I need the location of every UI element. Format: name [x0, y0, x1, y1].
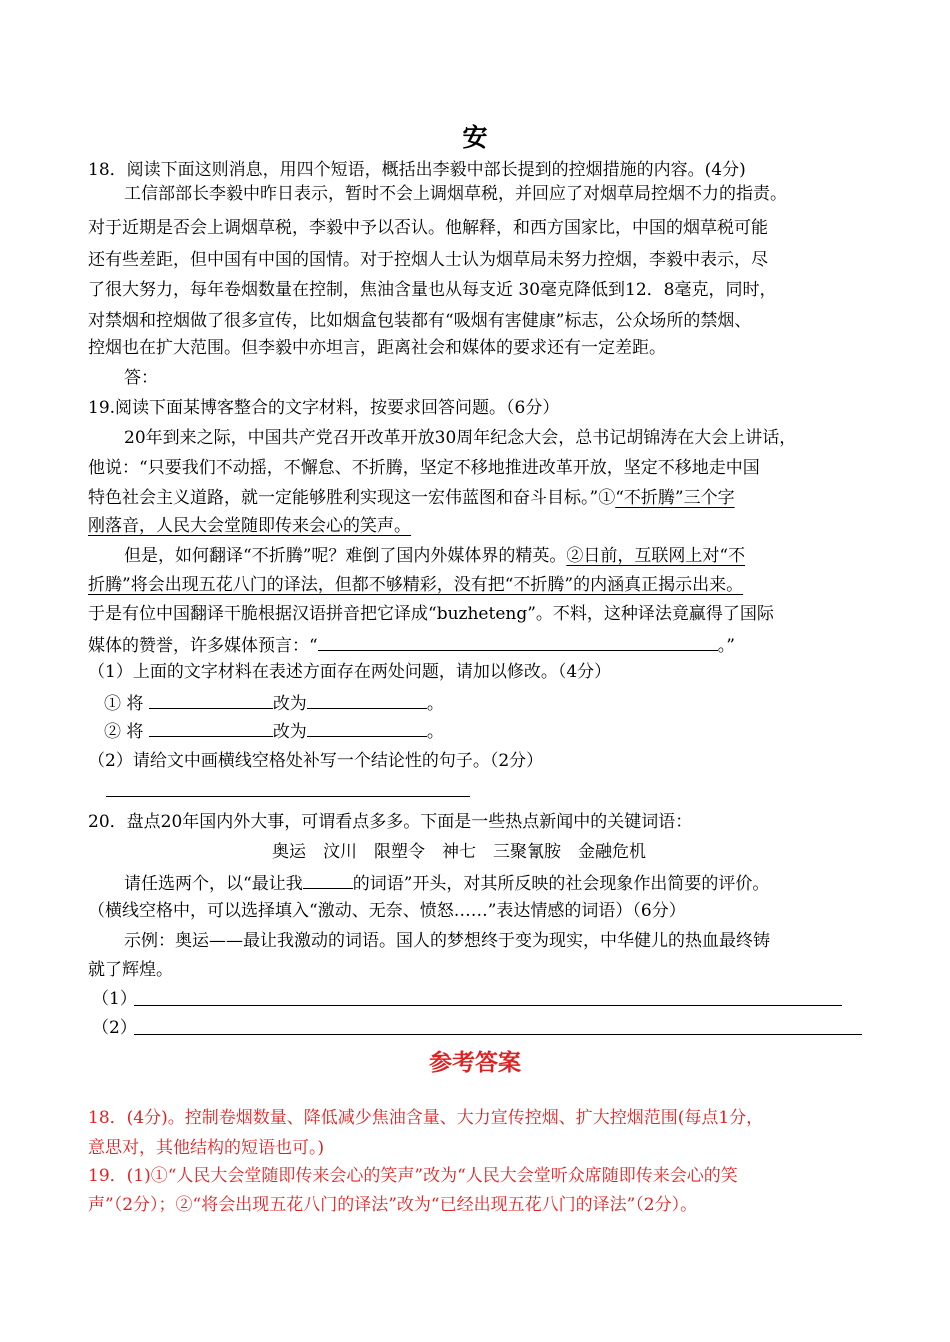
- q18-line-1: 工信部部长李毅中昨日表示，暂时不会上调烟草税，并回应了对烟草局控烟不力的指责。: [124, 184, 787, 204]
- answers-title: 参考答案: [429, 1049, 521, 1076]
- q20-answer-line-1[interactable]: [134, 1005, 842, 1006]
- q20-blank1-label: （1）: [92, 989, 137, 1009]
- q19-sub1-item-a-pre: ① 将: [104, 694, 144, 714]
- q19-para2-line1: [124, 546, 745, 566]
- q19-stem: 19.阅读下面某博客整合的文字材料，按要求回答问题。（6分）: [88, 398, 560, 418]
- answer-19-line1: 19．(1)①“人民大会堂随即传来会心的笑声”改为“人民大会堂听众席随即传来会心的笑: [88, 1166, 738, 1186]
- q20-answer-line-2[interactable]: [134, 1034, 862, 1035]
- q19-para1-line2: 他说：“只要我们不动摇，不懈怠、不折腾，坚定不移地推进改革开放，坚定不移地走中国: [88, 458, 760, 478]
- q19-para2-line4-end: 。”: [717, 636, 735, 656]
- q19-sub1-a-revised-blank[interactable]: [307, 692, 427, 709]
- q19-para2-line4: [88, 634, 735, 656]
- q19-para1-line1: 20年到来之际，中国共产党召开改革开放30周年纪念大会，总书记胡锦涛在大会上讲话，: [124, 428, 797, 448]
- q18-line-3: 还有些差距，但中国有中国的国情。对于控烟人士认为烟草局未努力控烟，李毅中表示，尽: [88, 250, 768, 270]
- q19-sub1-item-b: [104, 720, 444, 742]
- q18-line-2: 对于近期是否会上调烟草税，李毅中予以否认。他解释，和西方国家比，中国的烟草税可能: [88, 218, 768, 238]
- q19-para1-line3-text: 特色社会主义道路，就一定能够胜利实现这一宏伟蓝图和奋斗目标。”①: [88, 488, 616, 508]
- q20-blank2-label: （2）: [92, 1018, 137, 1038]
- q20-instruction-pre: 请任选两个，以“最让我: [124, 874, 303, 894]
- q19-sub1-item-b-pre: ② 将: [104, 722, 144, 742]
- q19-para2-line3: 于是有位中国翻译干脆根据汉语拼音把它译成“buzheteng”。不料，这种译法竟赢得了国际: [88, 604, 774, 624]
- q18-line-4: 了很大努力，每年卷烟数量在控制，焦油含量也从每支近 30毫克降低到12．8毫克，同时，: [88, 280, 777, 300]
- q19-underlined-sentence-1a: “不折腾”三个字: [615, 488, 735, 508]
- q20-example-line2: 就了辉煌。: [88, 960, 173, 980]
- q19-conclusion-blank[interactable]: [318, 634, 718, 651]
- q19-sub1-item-a: [104, 692, 444, 714]
- q18-stem: 18．阅读下面这则消息，用四个短语，概括出李毅中部长提到的控烟措施的内容。(4分): [88, 160, 746, 180]
- q18-line-5: 对禁烟和控烟做了很多宣传，比如烟盒包装都有“吸烟有害健康”标志，公众场所的禁烟、: [88, 311, 752, 331]
- answer-19-line2: 声”（2分）；②“将会出现五花八门的译法”改为“已经出现五花八门的译法”（2分）。: [88, 1195, 698, 1215]
- q20-instruction: [124, 872, 769, 894]
- q20-example-line1: 示例：奥运——最让我激动的词语。国人的梦想终于变为现实，中华健儿的热血最终铸: [124, 931, 770, 951]
- q19-sub1: （1）上面的文字材料在表述方面存在两处问题，请加以修改。（4分）: [88, 662, 612, 682]
- q19-para2-line1-text: 但是，如何翻译“不折腾”呢？难倒了国内外媒体界的精英。: [124, 546, 567, 566]
- q19-para1-line3: [88, 488, 735, 508]
- q20-stem: 20．盘点20年国内外大事，可谓看点多多。下面是一些热点新闻中的关键词语：: [88, 812, 693, 832]
- q19-sub2: （2）请给文中画横线空格处补写一个结论性的句子。（2分）: [88, 751, 544, 771]
- q18-line-6: 控烟也在扩大范围。但李毅中亦坦言，距离社会和媒体的要求还有一定差距。: [88, 338, 666, 358]
- q19-underlined-sentence-2a: ②日前，互联网上对“不: [566, 546, 746, 566]
- q20-keywords: 奥运 汶川 限塑令 神七 三聚氰胺 金融危机: [272, 842, 646, 862]
- q20-instruction-note: （横线空格中，可以选择填入“激动、无奈、愤怒……”表达情感的词语）（6分）: [88, 901, 686, 921]
- q19-sub1-b-original-blank[interactable]: [149, 720, 273, 737]
- q19-underlined-sentence-2b: 折腾”将会出现五花八门的译法，但都不够精彩，没有把“不折腾”的内涵真正揭示出来。: [88, 575, 744, 595]
- q19-sub2-answer-line[interactable]: [106, 796, 470, 797]
- answer-18-line2: 意思对，其他结构的短语也可。): [88, 1138, 325, 1158]
- q18-answer-label: 答：: [124, 368, 158, 388]
- q19-sub1-a-original-blank[interactable]: [149, 692, 273, 709]
- q19-sub1-item-b-mid: 改为: [272, 722, 307, 742]
- q19-sub1-item-b-end: 。: [426, 722, 444, 742]
- q19-sub1-item-a-mid: 改为: [272, 694, 307, 714]
- q19-sub1-item-a-end: 。: [426, 694, 444, 714]
- q19-para2-line4-text: 媒体的赞誉，许多媒体预言：“: [88, 636, 318, 656]
- q19-underlined-sentence-1b: 刚落音，人民大会堂随即传来会心的笑声。: [88, 516, 411, 536]
- q20-emotion-blank[interactable]: [303, 872, 353, 889]
- q19-sub1-b-revised-blank[interactable]: [307, 720, 427, 737]
- answer-18-line1: 18．(4分)。控制卷烟数量、降低减少焦油含量、大力宣传控烟、扩大控烟范围(每点1分，: [88, 1108, 764, 1128]
- page-title: 安: [462, 123, 488, 152]
- q20-instruction-post: 的词语”开头，对其所反映的社会现象作出简要的评价。: [352, 874, 770, 894]
